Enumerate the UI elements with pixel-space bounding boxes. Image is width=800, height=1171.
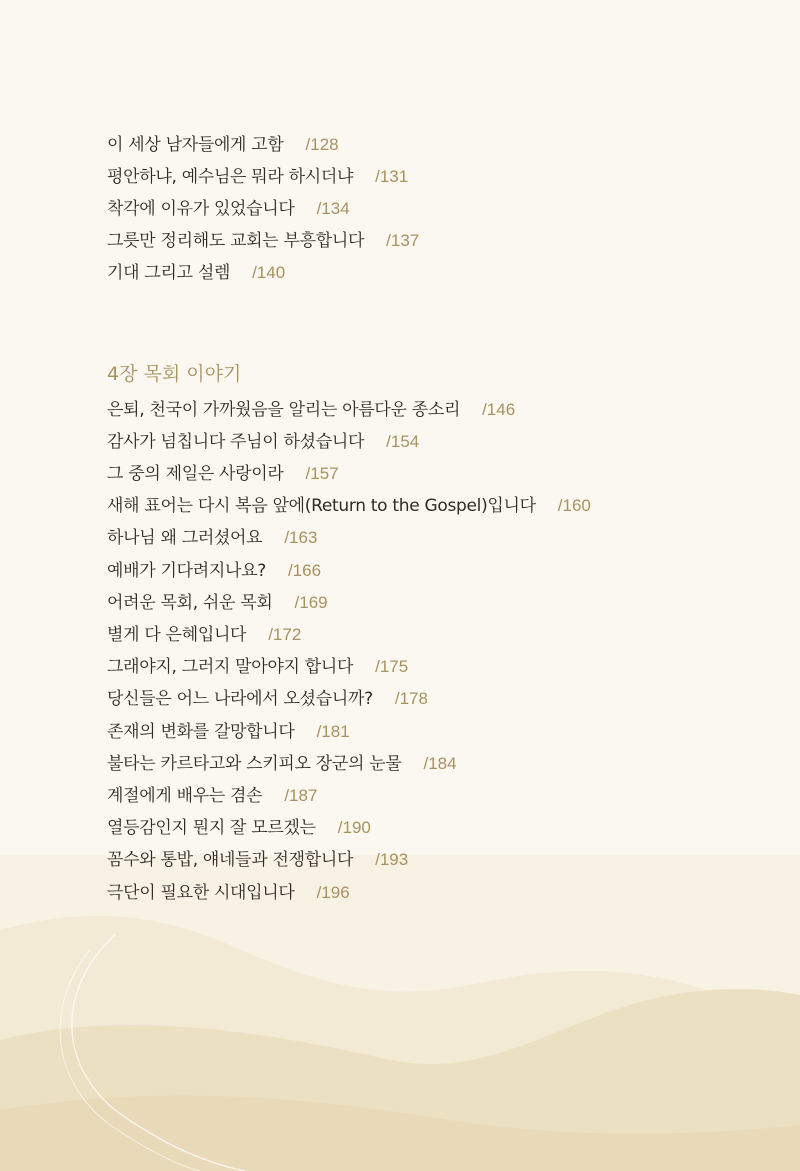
entry-title: 별게 다 은혜입니다 — [107, 625, 247, 645]
entry-page-number: /140 — [252, 263, 286, 282]
entry-page-number: /137 — [386, 231, 420, 250]
entry-title: 그 중의 제일은 사랑이라 — [107, 464, 284, 484]
entry-page-number: /128 — [305, 135, 339, 154]
entry-title: 착각에 이유가 있었습니다 — [107, 199, 295, 219]
entry-title: 하나님 왜 그러셨어요 — [107, 528, 263, 548]
entry-page-number: /187 — [284, 786, 318, 805]
entry-title: 꼼수와 통밥, 얘네들과 전쟁합니다 — [107, 850, 354, 870]
entry-page-number: /196 — [316, 883, 350, 902]
toc-entry[interactable] — [107, 882, 350, 904]
entry-title: 예배가 기다려지나요? — [107, 561, 266, 581]
toc-entry[interactable] — [107, 656, 408, 678]
toc-entry[interactable] — [107, 817, 371, 839]
entry-title: 기대 그리고 설렘 — [107, 263, 231, 283]
entry-page-number: /172 — [268, 625, 302, 644]
entry-title: 그래야지, 그러지 말아야지 합니다 — [107, 657, 354, 677]
entry-page-number: /157 — [305, 464, 339, 483]
entry-page-number: /181 — [316, 722, 350, 741]
entry-title: 은퇴, 천국이 가까웠음을 알리는 아름다운 종소리 — [107, 400, 461, 420]
entry-title: 그릇만 정리해도 교회는 부흥합니다 — [107, 231, 365, 251]
toc-entry[interactable] — [107, 688, 428, 710]
entry-page-number: /175 — [375, 657, 409, 676]
chapter-title: 4장 목회 이야기 — [107, 363, 242, 385]
entry-title: 열등감인지 뭔지 잘 모르겠는 — [107, 818, 316, 838]
entry-page-number: /160 — [557, 496, 591, 515]
entry-page-number: /184 — [423, 754, 457, 773]
entry-page-number: /169 — [294, 593, 328, 612]
entry-page-number: /146 — [482, 400, 516, 419]
entry-title: 극단이 필요한 시대입니다 — [107, 883, 295, 903]
entry-title: 당신들은 어느 나라에서 오셨습니까? — [107, 689, 373, 709]
toc-entry[interactable] — [107, 560, 321, 582]
entry-page-number: /166 — [287, 561, 322, 580]
entry-title: 새해 표어는 다시 복음 앞에(Return to the Gospel)입니다 — [107, 496, 536, 516]
toc-entry[interactable] — [107, 592, 328, 614]
entry-page-number: /134 — [316, 199, 350, 218]
toc-entry[interactable] — [107, 198, 350, 220]
toc-entry[interactable] — [107, 753, 457, 775]
entry-page-number: /131 — [375, 167, 409, 186]
toc-entry[interactable] — [107, 624, 301, 646]
toc-entry[interactable] — [107, 527, 317, 549]
toc-entry[interactable] — [107, 849, 408, 871]
toc-entry[interactable] — [107, 431, 419, 453]
entry-page-number: /178 — [394, 689, 428, 708]
entry-title: 존재의 변화를 갈망합니다 — [107, 722, 295, 742]
entry-page-number: /154 — [386, 432, 420, 451]
toc-entry[interactable] — [107, 785, 317, 807]
entry-title: 계절에게 배우는 겸손 — [107, 786, 263, 806]
entry-page-number: /163 — [284, 528, 318, 547]
toc-entry[interactable] — [107, 495, 591, 517]
toc-entry[interactable] — [107, 166, 408, 188]
toc-entry[interactable] — [107, 262, 285, 284]
entry-title: 불타는 카르타고와 스키피오 장군의 눈물 — [107, 754, 402, 774]
entry-page-number: /193 — [375, 850, 409, 869]
toc-entry[interactable] — [107, 134, 339, 156]
entry-title: 평안하냐, 예수님은 뭐라 하시더냐 — [107, 167, 354, 187]
toc-entry[interactable] — [107, 399, 515, 421]
toc-entry[interactable] — [107, 721, 350, 743]
entry-title: 어려운 목회, 쉬운 목회 — [107, 593, 273, 613]
entry-page-number: /190 — [337, 818, 371, 837]
toc-entry[interactable] — [107, 230, 419, 252]
entry-title: 감사가 넘칩니다 주님이 하셨습니다 — [107, 432, 365, 452]
entry-title: 이 세상 남자들에게 고함 — [107, 135, 284, 155]
toc-entry[interactable] — [107, 463, 339, 485]
